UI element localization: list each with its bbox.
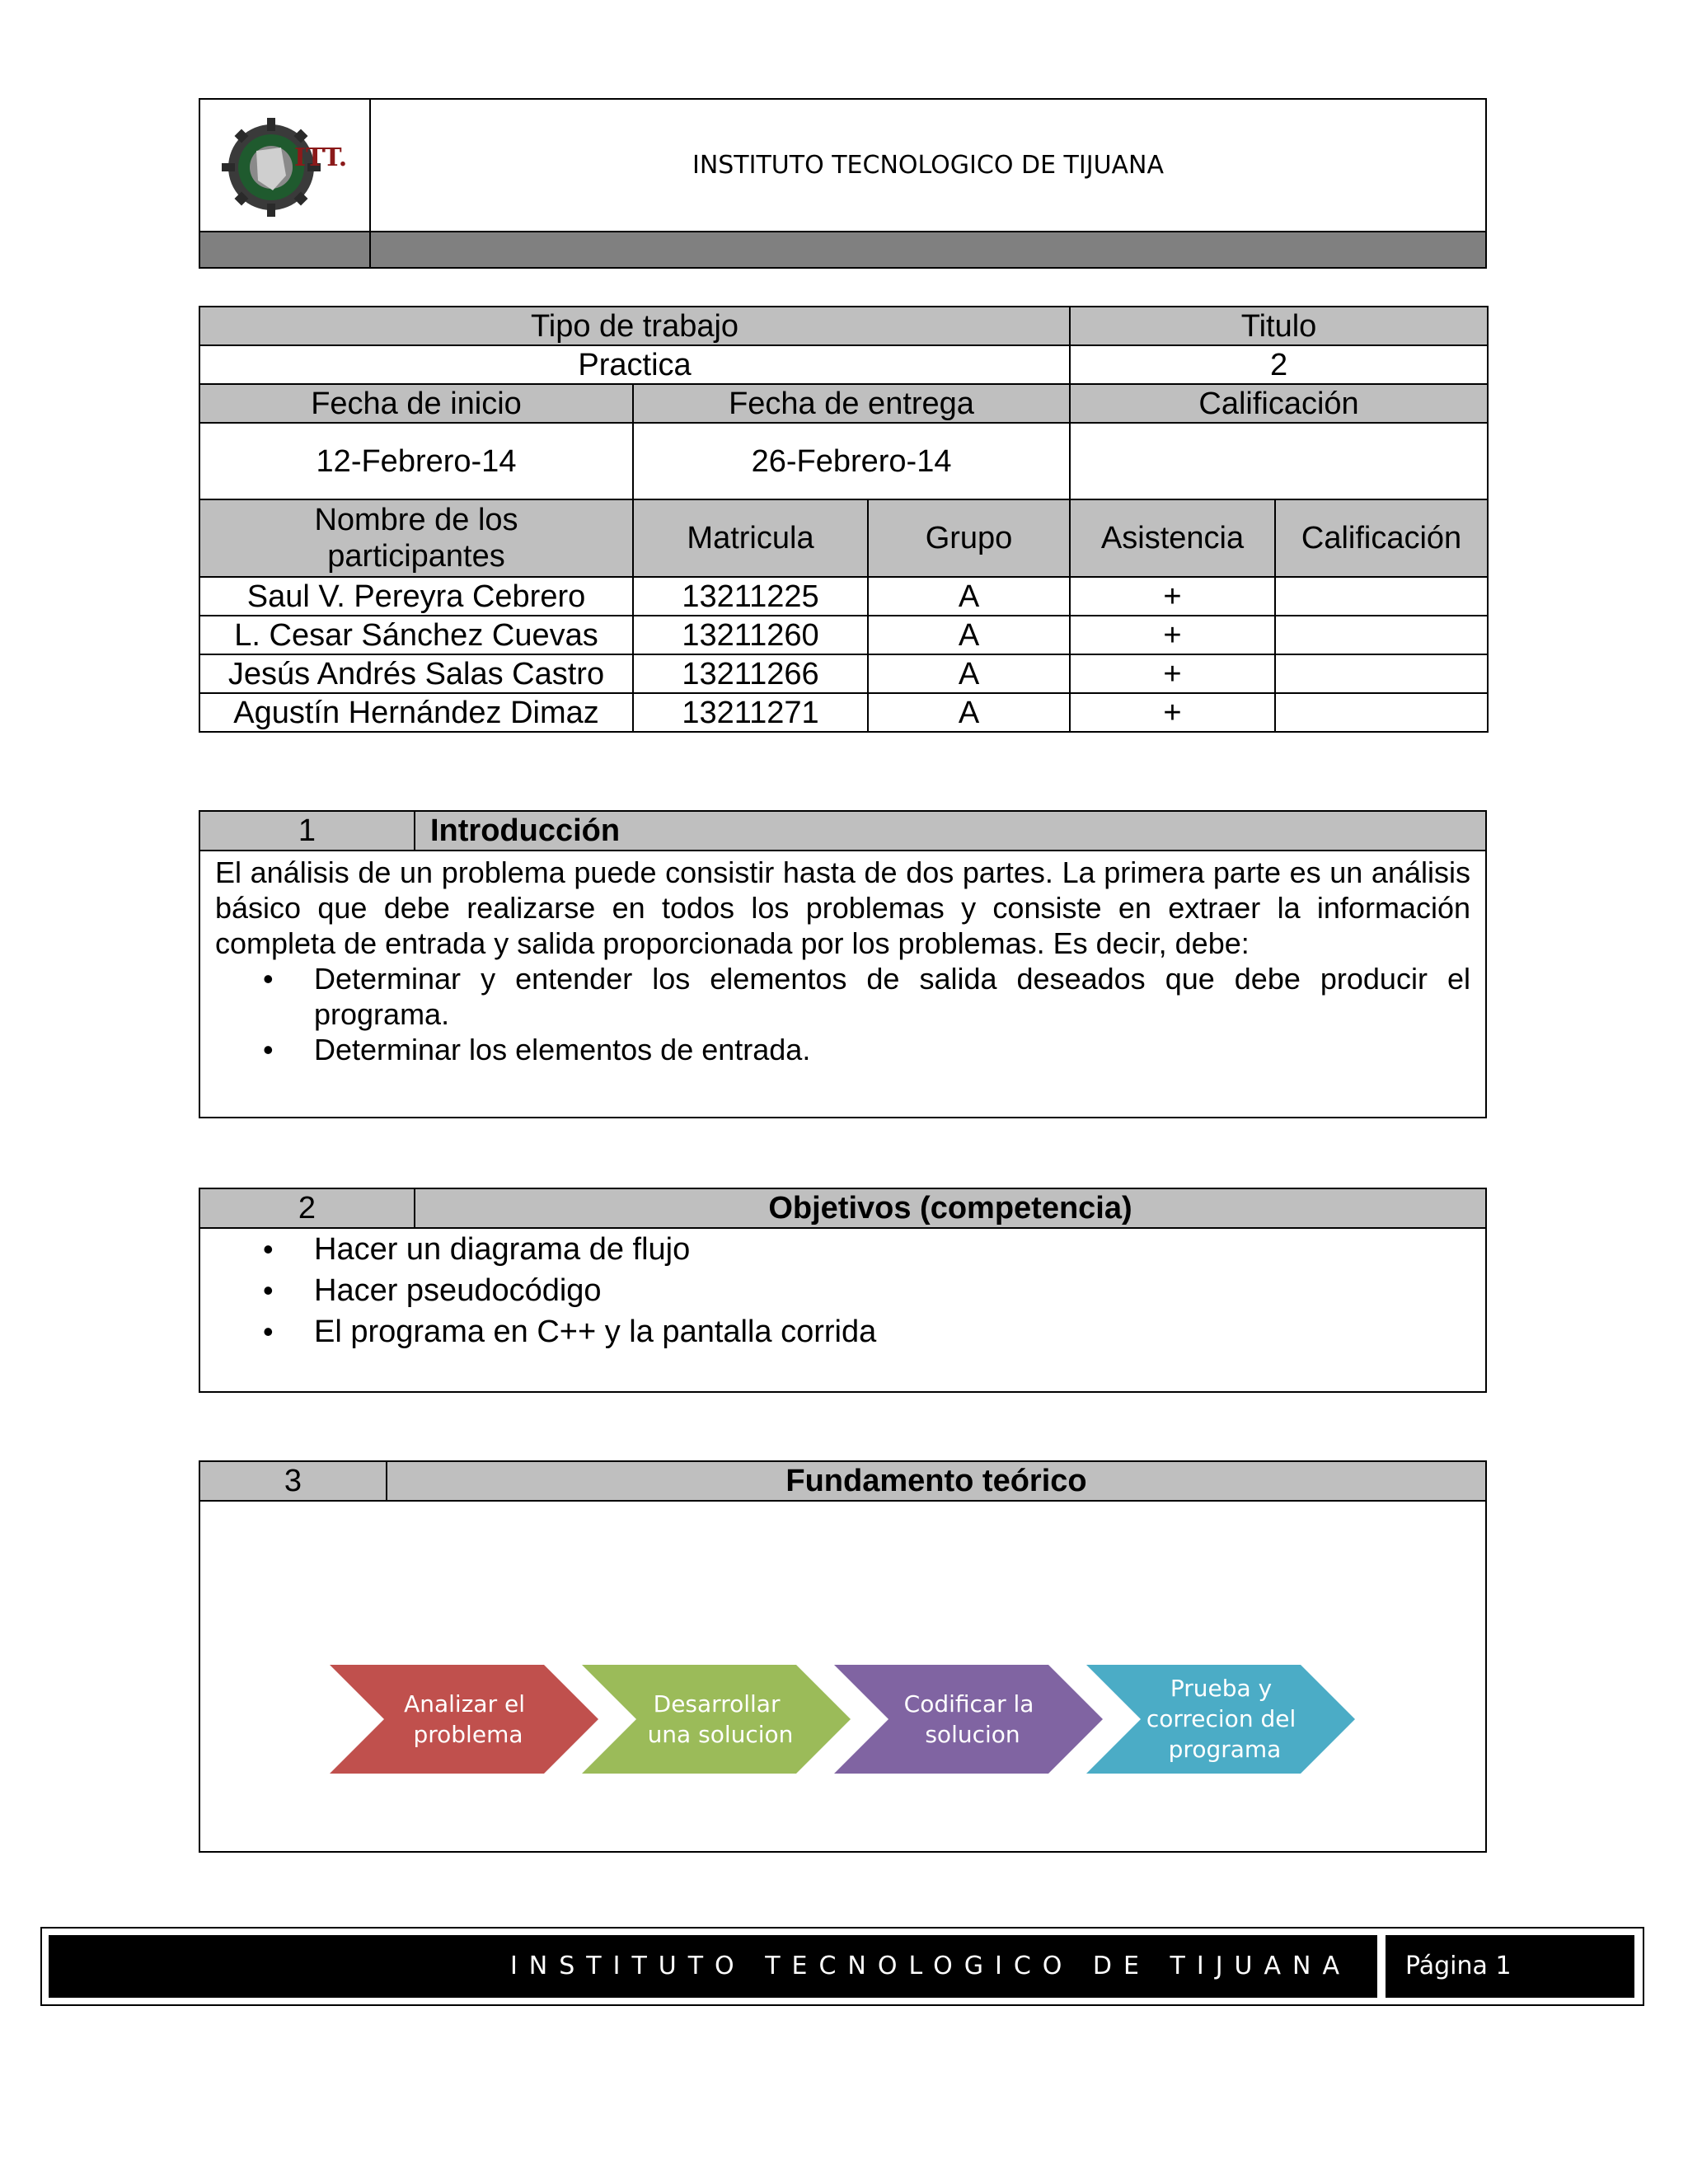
step-label-line: Desarrollar bbox=[653, 1690, 781, 1718]
participant-name: Saul V. Pereyra Cebrero bbox=[199, 577, 633, 616]
intro-paragraph: El análisis de un problema puede consistir hasta de dos partes. La primera parte es un análisis básico que debe realizarse en todos los problemas y consiste en extraer la información completa de entrada y salida proporcionada por los problemas. Es decir, debe: bbox=[215, 855, 1470, 960]
participant-grupo: A bbox=[868, 577, 1070, 616]
info-table bbox=[199, 306, 1489, 733]
chevron-shape bbox=[582, 1665, 851, 1774]
participant-asistencia: + bbox=[1070, 616, 1275, 654]
section-header bbox=[200, 812, 1485, 851]
participant-grupo: A bbox=[868, 654, 1070, 693]
section-body bbox=[200, 851, 1485, 1067]
participant-grupo: A bbox=[868, 693, 1070, 732]
participant-name: L. Cesar Sánchez Cuevas bbox=[199, 616, 633, 654]
step-label-line: Analizar el bbox=[404, 1690, 525, 1718]
section-title: Introducción bbox=[430, 813, 621, 848]
participant-matricula: 13211266 bbox=[633, 654, 868, 693]
chevron-shape bbox=[330, 1665, 598, 1774]
chevron-shape bbox=[834, 1665, 1103, 1774]
step-label-line: Codificar la bbox=[903, 1690, 1034, 1718]
page-number: Página 1 bbox=[1405, 1952, 1512, 1980]
institute-name: INSTITUTO TECNOLOGICO DE TIJUANA bbox=[370, 99, 1486, 232]
bullet-icon: • bbox=[263, 1273, 274, 1307]
calificacion-value bbox=[1070, 423, 1488, 499]
table-row bbox=[199, 616, 1488, 654]
footer-page-box bbox=[1386, 1935, 1634, 1998]
document-header bbox=[199, 98, 1487, 269]
footer-institute-bar bbox=[49, 1935, 1377, 1998]
itt-logo bbox=[215, 101, 355, 225]
logo-text: ITT. bbox=[293, 143, 347, 172]
header-bar-left bbox=[199, 232, 370, 268]
list-item bbox=[263, 1311, 1470, 1352]
header-bar-right bbox=[370, 232, 1486, 268]
list-item bbox=[263, 1229, 1470, 1270]
step-label-line: una solucion bbox=[647, 1721, 794, 1748]
participant-grupo: A bbox=[868, 616, 1070, 654]
step-label-line: correcion del bbox=[1146, 1705, 1296, 1732]
section-number: 2 bbox=[200, 1189, 415, 1227]
col-header-asistencia: Asistencia bbox=[1070, 499, 1275, 577]
list-item bbox=[263, 1032, 1470, 1067]
col-header-nombre: Nombre de los participantes bbox=[199, 499, 633, 577]
participant-calificacion bbox=[1275, 654, 1488, 693]
section-header bbox=[200, 1462, 1485, 1502]
participant-calificacion bbox=[1275, 693, 1488, 732]
participant-asistencia: + bbox=[1070, 693, 1275, 732]
process-step-2 bbox=[582, 1665, 851, 1774]
step-label-line: programa bbox=[1168, 1736, 1282, 1763]
section-title: Objetivos (competencia) bbox=[768, 1191, 1132, 1226]
bullet-icon: • bbox=[263, 1232, 274, 1266]
participant-asistencia: + bbox=[1070, 654, 1275, 693]
step-label-line: solucion bbox=[925, 1721, 1020, 1748]
section-introduccion bbox=[199, 810, 1487, 1118]
bullet-icon: • bbox=[263, 1315, 274, 1348]
section-number: 3 bbox=[200, 1462, 387, 1500]
fecha-inicio-label: Fecha de inicio bbox=[199, 384, 633, 423]
bullet-text: Hacer un diagrama de flujo bbox=[314, 1232, 691, 1267]
participant-matricula: 13211225 bbox=[633, 577, 868, 616]
participant-calificacion bbox=[1275, 577, 1488, 616]
table-row bbox=[199, 577, 1488, 616]
col-header-matricula: Matricula bbox=[633, 499, 868, 577]
process-step-4 bbox=[1086, 1665, 1355, 1774]
participant-matricula: 13211271 bbox=[633, 693, 868, 732]
list-item bbox=[263, 1270, 1470, 1311]
tipo-label: Tipo de trabajo bbox=[199, 307, 1070, 345]
step-label-line: problema bbox=[413, 1721, 523, 1748]
page-footer bbox=[40, 1927, 1644, 2006]
section-objetivos bbox=[199, 1188, 1487, 1393]
bullet-text: El programa en C++ y la pantalla corrida bbox=[314, 1315, 877, 1349]
logo-cell bbox=[199, 99, 370, 232]
section-fundamento bbox=[199, 1460, 1487, 1853]
bullet-icon: • bbox=[263, 1033, 274, 1066]
col-header-calificacion: Calificación bbox=[1275, 499, 1488, 577]
table-row bbox=[199, 693, 1488, 732]
section-title: Fundamento teórico bbox=[785, 1464, 1087, 1498]
bullet-text: Hacer pseudocódigo bbox=[314, 1273, 602, 1308]
tipo-value: Practica bbox=[199, 345, 1070, 384]
participant-name: Jesús Andrés Salas Castro bbox=[199, 654, 633, 693]
participant-calificacion bbox=[1275, 616, 1488, 654]
participant-name: Agustín Hernández Dimaz bbox=[199, 693, 633, 732]
titulo-label: Titulo bbox=[1070, 307, 1488, 345]
calificacion-label: Calificación bbox=[1070, 384, 1488, 423]
table-row bbox=[199, 654, 1488, 693]
bullet-text: Determinar y entender los elementos de salida deseados que debe producir el programa. bbox=[314, 962, 1470, 1031]
process-diagram bbox=[200, 1502, 1485, 1853]
process-step-1 bbox=[330, 1665, 598, 1774]
fecha-inicio-value: 12-Febrero-14 bbox=[199, 423, 633, 499]
bullet-icon: • bbox=[263, 962, 274, 996]
bullet-text: Determinar los elementos de entrada. bbox=[314, 1033, 811, 1066]
col-header-grupo: Grupo bbox=[868, 499, 1070, 577]
titulo-value: 2 bbox=[1070, 345, 1488, 384]
section-number: 1 bbox=[200, 812, 415, 850]
section-body bbox=[200, 1229, 1485, 1352]
fecha-entrega-value: 26-Febrero-14 bbox=[633, 423, 1070, 499]
participant-asistencia: + bbox=[1070, 577, 1275, 616]
process-step-3 bbox=[834, 1665, 1103, 1774]
participant-matricula: 13211260 bbox=[633, 616, 868, 654]
section-header bbox=[200, 1189, 1485, 1229]
fecha-entrega-label: Fecha de entrega bbox=[633, 384, 1070, 423]
footer-institute: INSTITUTO TECNOLOGICO DE TIJUANA bbox=[509, 1952, 1351, 1980]
list-item bbox=[263, 961, 1470, 1032]
step-label-line: Prueba y bbox=[1170, 1675, 1273, 1702]
